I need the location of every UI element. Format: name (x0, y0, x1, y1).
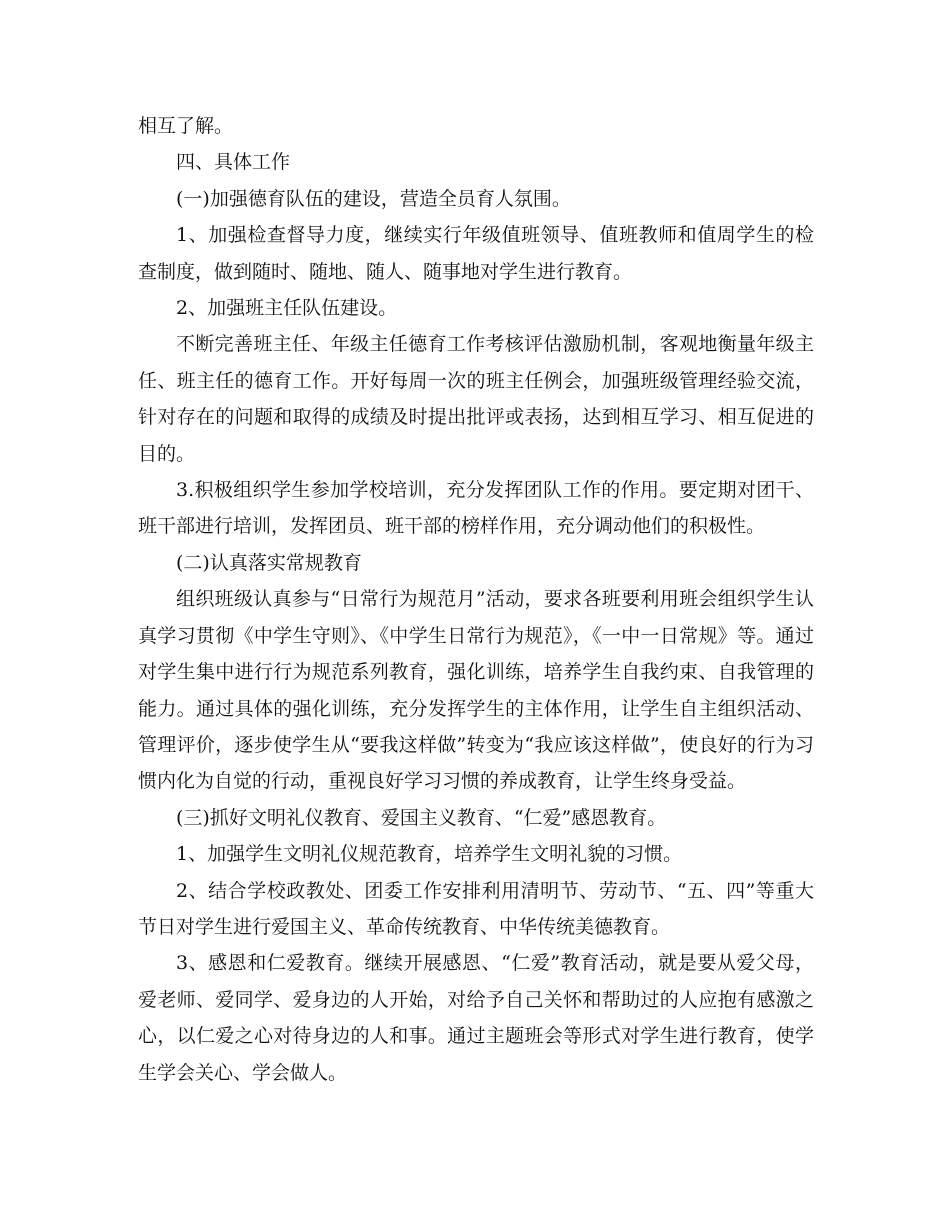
subsection-heading-1: (一)加强德育队伍的建设，营造全员育人氛围。 (176, 187, 571, 210)
paragraph: 2、结合学校政教处、团委工作安排利用清明节、劳动节、“五、四”等重大节日对学生进行爱国主义、革命传统教育、中华传统美德教育。 (138, 879, 814, 938)
paragraph: 3.积极组织学生参加学校培训，充分发挥团队工作的作用。要定期对团干、班干部进行培训，发挥团员、班干部的榜样作用，充分调动他们的积极性。 (138, 479, 814, 538)
paragraph: 3、感恩和仁爱教育。继续开展感恩、“仁爱”教育活动，就是要从爱父母，爱老师、爱同学、爱身边的人开始，对给予自己关怀和帮助过的人应抱有感激之心，以仁爱之心对待身边的人和事。通过主题班会等形式对学生进行教育，使学生学会关心、学会做人。 (138, 952, 814, 1084)
paragraph: 组织班级认真参与“日常行为规范月”活动，要求各班要利用班会组织学生认真学习贯彻《中学生守则》、《中学生日常行为规范》，《一中一日常规》等。通过对学生集中进行行为规范系列教育，强化训练，培养学生自我约束、自我管理的能力。通过具体的强化训练，充分发挥学生的主体作用，让学生自主组织活动、管理评价，逐步使学生从“要我这样做”转变为“我应该这样做”，使良好的行为习惯内化为自觉的行动，重视良好学习习惯的养成教育，让学生终身受益。 (138, 588, 814, 793)
subsection-heading-3: (三)抓好文明礼仪教育、爱国主义教育、“仁爱”感恩教育。 (176, 806, 667, 829)
section-heading-specific-work: 四、具体工作 (176, 151, 291, 174)
paragraph: 不断完善班主任、年级主任德育工作考核评估激励机制，客观地衡量年级主任、班主任的德育工作。开好每周一次的班主任例会，加强班级管理经验交流，针对存在的问题和取得的成绩及时提出批评或表扬，达到相互学习、相互促进的目的。 (138, 333, 814, 465)
subsection-heading-2: (二)认真落实常规教育 (176, 551, 362, 574)
paragraph: 1、加强学生文明礼仪规范教育，培养学生文明礼貌的习惯。 (176, 843, 683, 866)
document-body (138, 108, 814, 1091)
paragraph: 1、加强检查督导力度，继续实行年级值班领导、值班教师和值周学生的检查制度，做到随时、随地、随人、随事地对学生进行教育。 (138, 224, 814, 283)
paragraph-continuation: 相互了解。 (138, 115, 234, 137)
paragraph: 2、加强班主任队伍建设。 (176, 297, 398, 320)
